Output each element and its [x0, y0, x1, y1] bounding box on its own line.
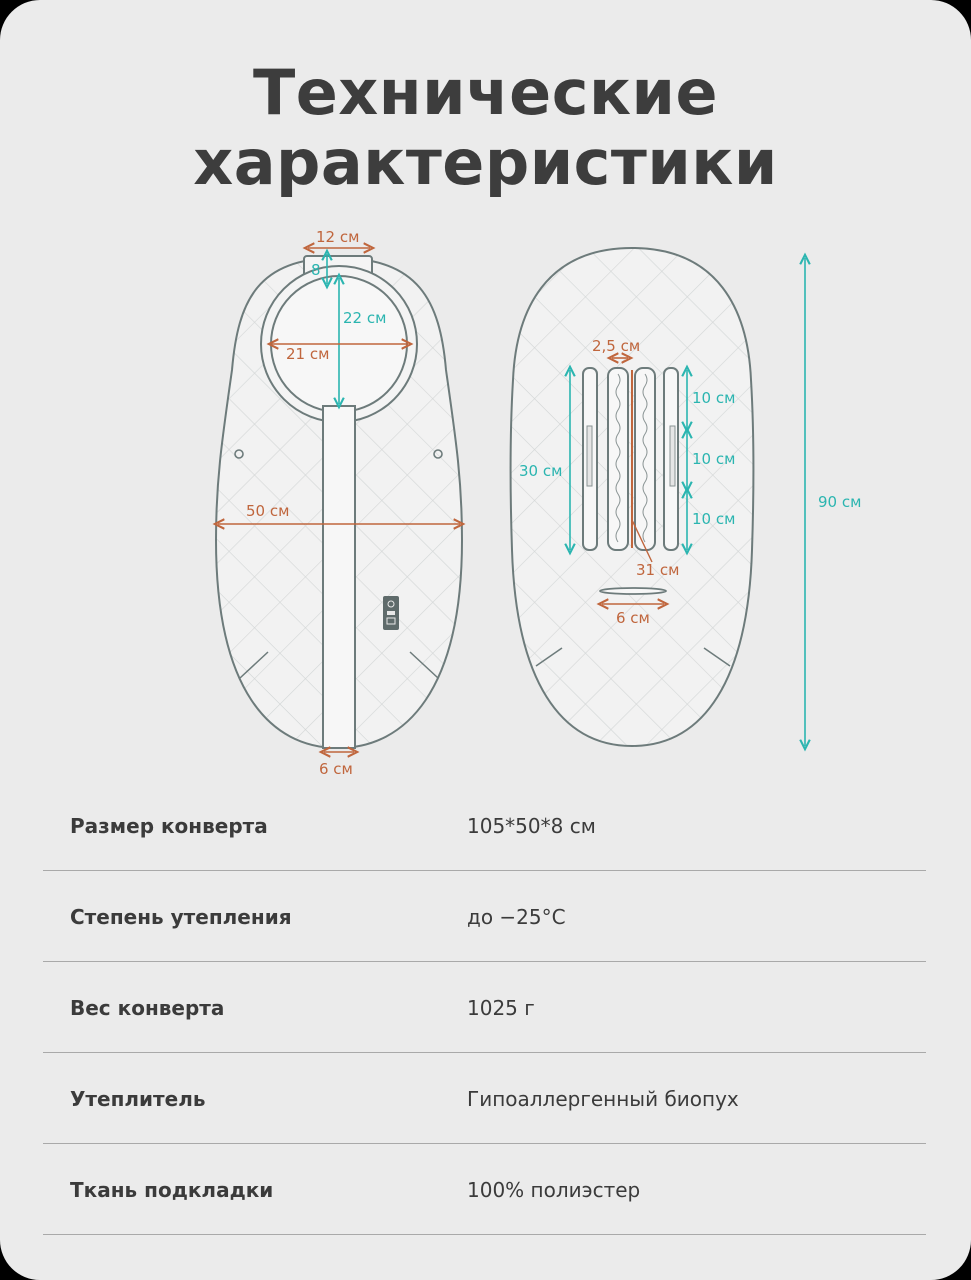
- dim-slot-gap: 2,5 см: [592, 337, 641, 355]
- front-envelope: [216, 228, 462, 778]
- title-line-2: характеристики: [193, 126, 778, 199]
- spec-label: Вес конверта: [70, 996, 225, 1020]
- spec-row: [43, 1053, 926, 1144]
- dim-hood-width: 12 см: [316, 228, 360, 246]
- dim-body-width: 50 см: [246, 502, 290, 520]
- dim-hood-height: 8: [311, 261, 321, 279]
- spec-label: Степень утепления: [70, 905, 292, 929]
- dim-seg-2: 10 см: [692, 450, 736, 468]
- dim-face-width: 21 см: [286, 345, 330, 363]
- dim-zip-width: 6 см: [319, 760, 353, 778]
- spec-label: Ткань подкладки: [70, 1178, 274, 1202]
- spec-row: [43, 962, 926, 1053]
- envelope-diagram: [0, 220, 971, 780]
- page-title: [0, 58, 971, 198]
- spec-value: 1025 г: [467, 996, 535, 1020]
- dim-seg-3: 10 см: [692, 510, 736, 528]
- spec-value: до −25°С: [467, 905, 566, 929]
- spec-label: Утеплитель: [70, 1087, 206, 1111]
- title-line-1: Технические: [252, 56, 719, 129]
- spec-label: Размер конверта: [70, 814, 268, 838]
- dim-slot-height: 30 см: [519, 462, 563, 480]
- spec-row: [43, 780, 926, 871]
- spec-row: [43, 871, 926, 962]
- spec-value: Гипоаллергенный биопух: [467, 1087, 739, 1111]
- spec-table: [43, 780, 926, 1235]
- dim-bottom-slot: 6 см: [616, 609, 650, 627]
- back-envelope: [511, 248, 862, 746]
- dim-zip-length: 31 см: [636, 561, 680, 579]
- spec-value: 100% полиэстер: [467, 1178, 641, 1202]
- spec-value: 105*50*8 см: [467, 814, 596, 838]
- dim-seg-1: 10 см: [692, 389, 736, 407]
- dim-total-length: 90 см: [818, 493, 862, 511]
- dim-face-height: 22 см: [343, 309, 387, 327]
- spec-row: [43, 1144, 926, 1235]
- label-tag-icon: [383, 596, 399, 630]
